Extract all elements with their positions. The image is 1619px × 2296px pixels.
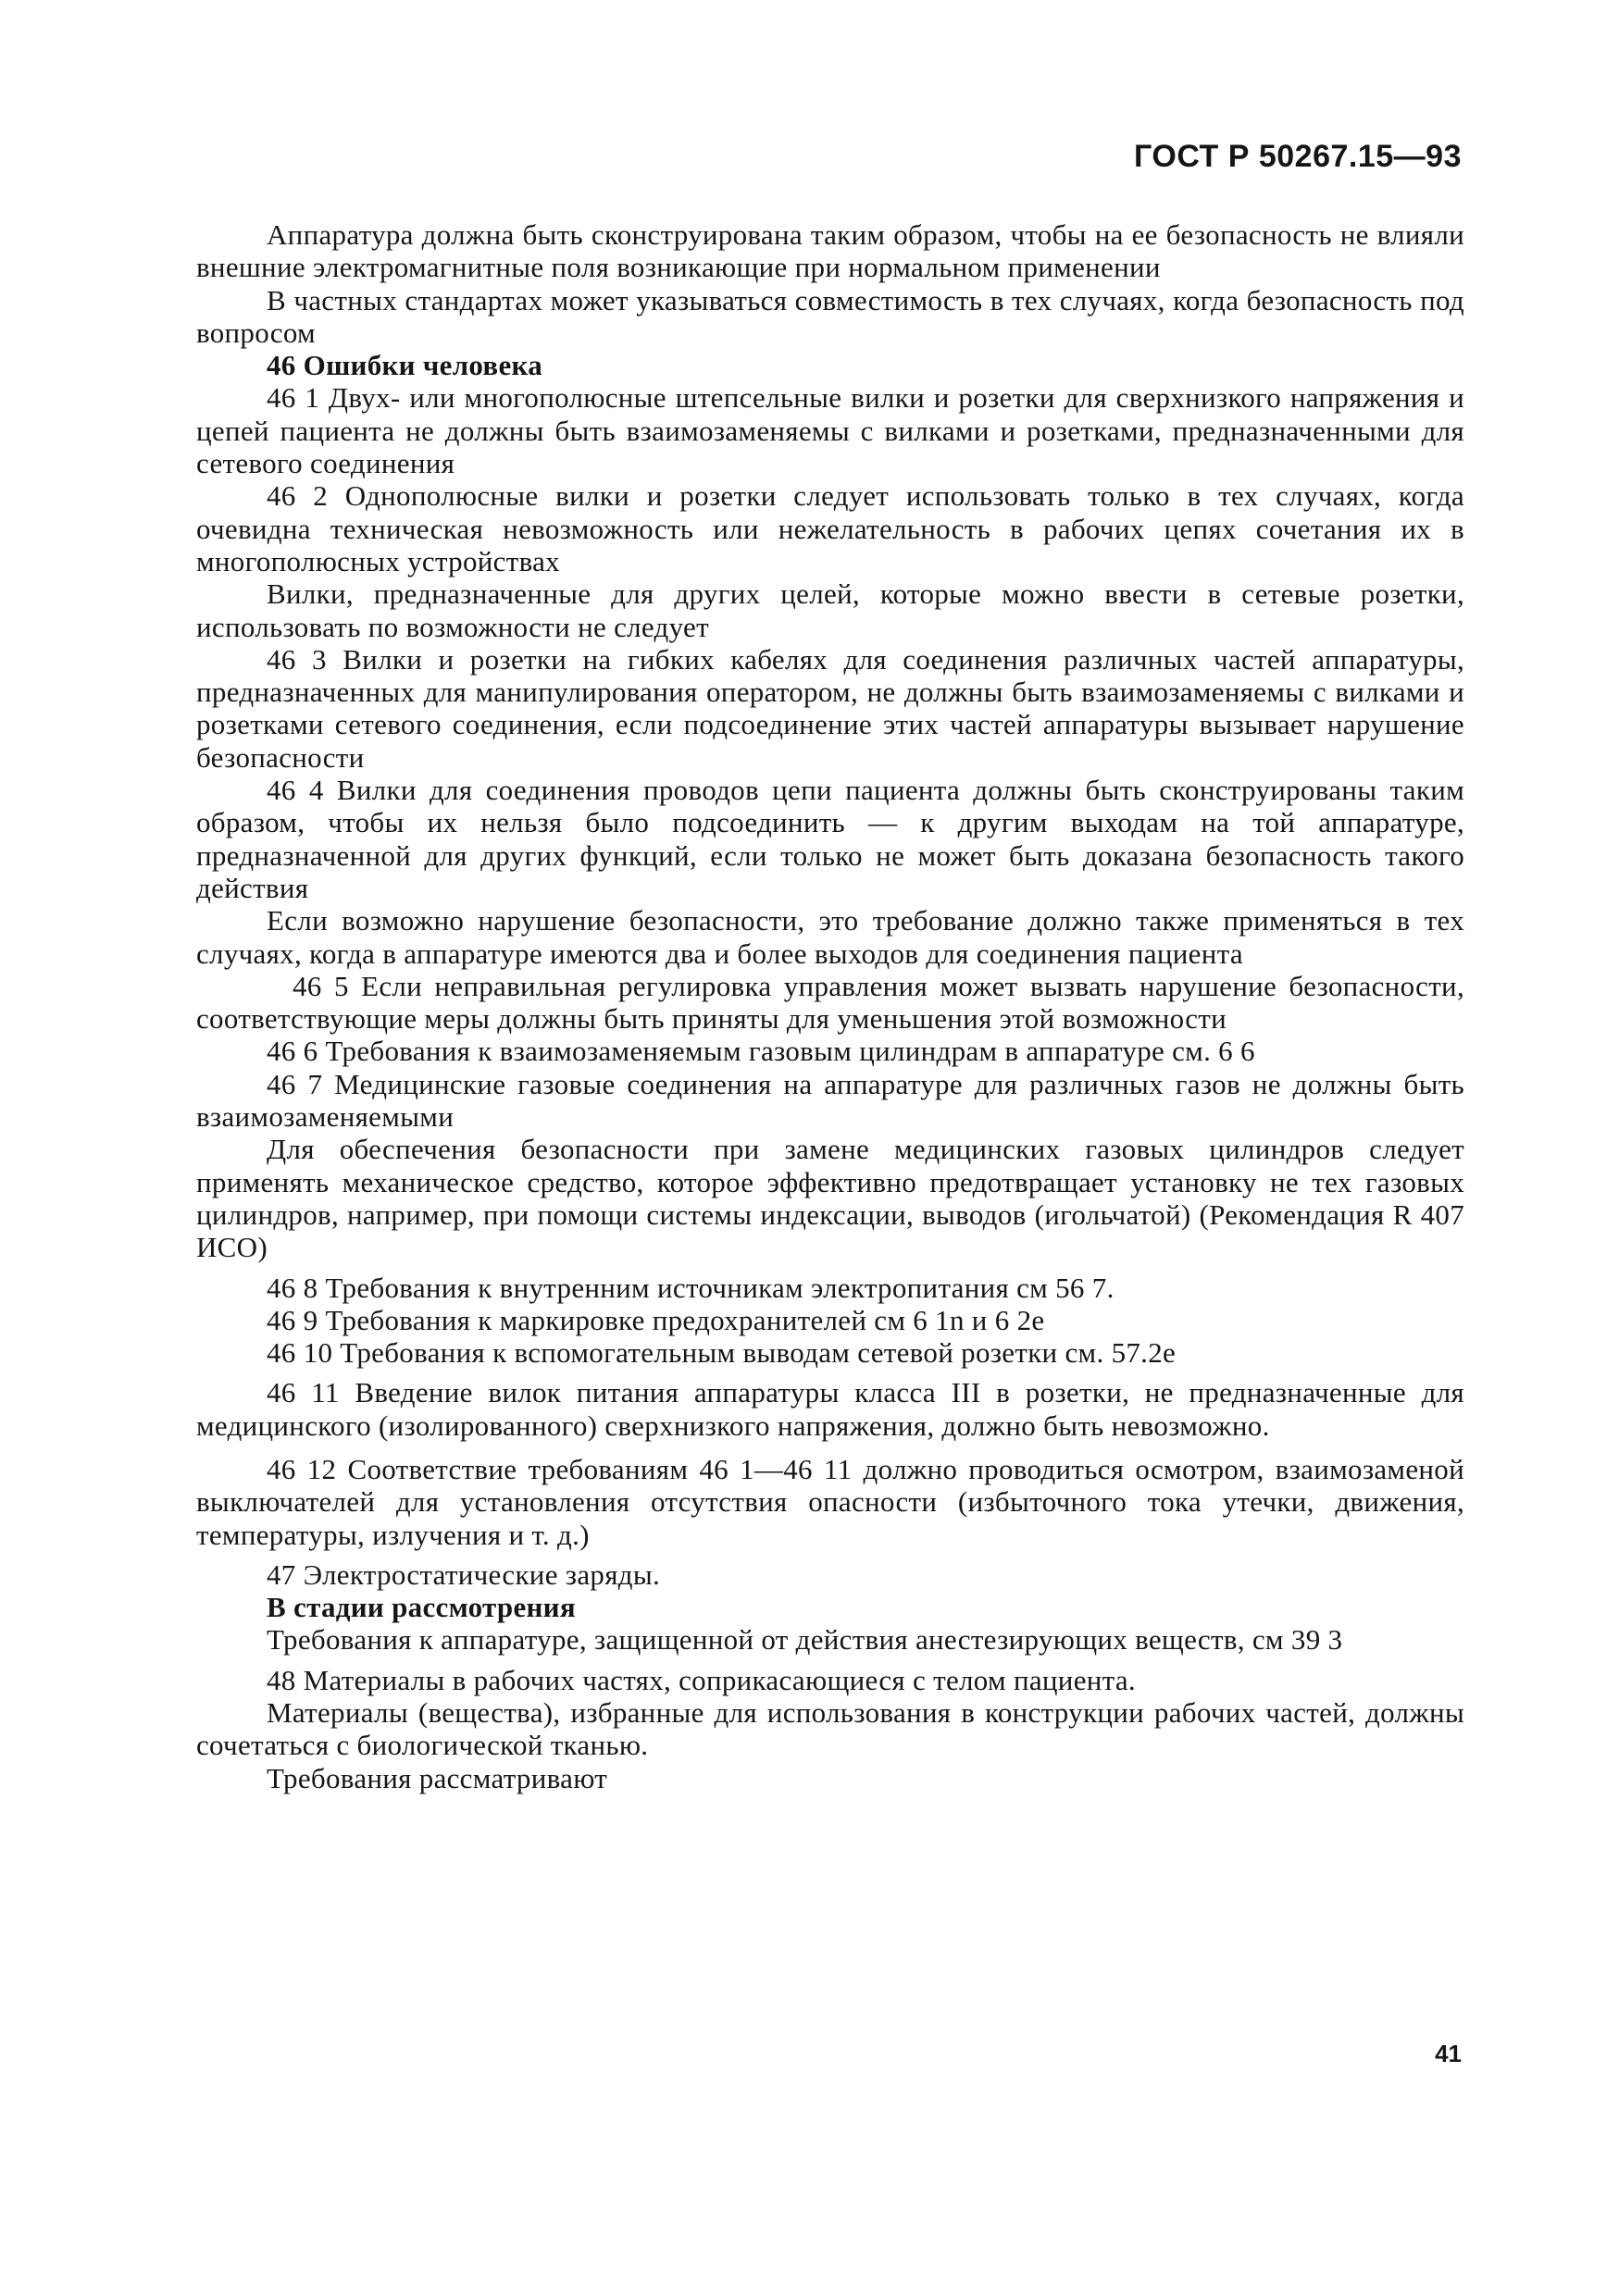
paragraph-emc: Аппаратура должна быть сконструирована таким образом, чтобы на ее безопасность не влияли внешние электромагнитные поля возникающие при нормальном применении <box>196 218 1464 284</box>
paragraph-46-3: 46 3 Вилки и розетки на гибких кабелях для соединения различных частей аппаратуры, предназначенных для манипулирования оператором, не должны быть взаимозаменяемы с вилками и розетками сетевого соединения, если подсоединение этих частей аппаратуры вызывает нарушение безопасности <box>196 642 1464 774</box>
paragraph-46-9: 46 9 Требования к маркировке предохранителей см 6 1n и 6 2e <box>267 1303 1045 1336</box>
paragraph-private-standards: В частных стандартах может указываться совместимость в тех случаях, когда безопасность под вопросом <box>196 283 1464 349</box>
paragraph-gas-cylinders: Для обеспечения безопасности при замене медицинских газовых цилиндров следует применять механическое средство, которое эффективно предотвращает установку не тех газовых цилиндров, например, при помощи системы индексации, выводов (игольчатой) (Рекомендация R 407 ИСО) <box>196 1133 1464 1264</box>
paragraph-under-review: В стадии рассмотрения <box>267 1591 576 1624</box>
section-heading-46: 46 Ошибки человека <box>267 349 543 382</box>
paragraph-materials: Материалы (вещества), избранные для использования в конструкции рабочих частей, должны сочетаться с биологической тканью. <box>196 1696 1464 1762</box>
page-number: 41 <box>1435 2040 1462 2067</box>
paragraph-46-2: 46 2 Однополюсные вилки и розетки следует использовать только в тех случаях, когда очевидна техническая невозможность или нежелательность в рабочих цепях сочетания их в многополюсных устройствах <box>196 479 1464 577</box>
paragraph-46-4: 46 4 Вилки для соединения проводов цепи пациента должны быть сконструированы таким образом, чтобы их нельзя было подсоединить — к другим выходам на той аппаратуре, предназначенной для других функций, если только не может быть доказана безопасность такого действия <box>196 774 1464 904</box>
section-heading-47: 47 Электростатические заряды. <box>267 1558 661 1591</box>
paragraph-46-12: 46 12 Соответствие требованиям 46 1—46 11 должно проводиться осмотром, взаимозаменой выключателей для установления отсутствия опасности (избыточного тока утечки, движения, температуры, излучения и т. д.) <box>196 1452 1464 1551</box>
standard-header: ГОСТ Р 50267.15—93 <box>1134 139 1462 174</box>
paragraph-46-8: 46 8 Требования к внутренним источникам электропитания см 56 7. <box>267 1271 1115 1304</box>
paragraph-anesthetic: Требования к аппаратуре, защищенной от действия анестезирующих веществ, см 39 3 <box>267 1623 1343 1657</box>
paragraph-46-11: 46 11 Введение вилок питания аппаратуры класса III в розетки, не предназначенные для медицинского (изолированного) сверхнизкого напряжения, должно быть невозможно. <box>196 1376 1464 1442</box>
paragraph-plugs-other: Вилки, предназначенные для других целей, которые можно ввести в сетевые розетки, использовать по возможности не следует <box>196 577 1464 643</box>
paragraph-safety-violation: Если возможно нарушение безопасности, это требование должно также применяться в тех случаях, когда в аппаратуре имеются два и более выходов для соединения пациента <box>196 904 1464 970</box>
paragraph-requirements-reviewed: Требования рассматривают <box>267 1761 608 1794</box>
document-body <box>196 218 1464 1794</box>
paragraph-46-10: 46 10 Требования к вспомогательным выводам сетевой розетки см. 57.2e <box>267 1336 1177 1370</box>
paragraph-46-6: 46 6 Требования к взаимозаменяемым газовым цилиндрам в аппаратуре см. 6 6 <box>267 1035 1255 1068</box>
paragraph-46-7: 46 7 Медицинские газовые соединения на аппаратуре для различных газов не должны быть взаимозаменяемыми <box>196 1067 1464 1134</box>
paragraph-46-1: 46 1 Двух- или многополюсные штепсельные вилки и розетки для сверхнизкого напряжения и цепей пациента не должны быть взаимозаменяемы с вилками и розетками, предназначенными для сетевого соединения <box>196 381 1464 480</box>
paragraph-46-5: 46 5 Если неправильная регулировка управления может вызвать нарушение безопасности, соответствующие меры должны быть приняты для уменьшения этой возможности <box>196 969 1464 1036</box>
section-heading-48: 48 Материалы в рабочих частях, соприкасающиеся с телом пациента. <box>267 1663 1136 1696</box>
